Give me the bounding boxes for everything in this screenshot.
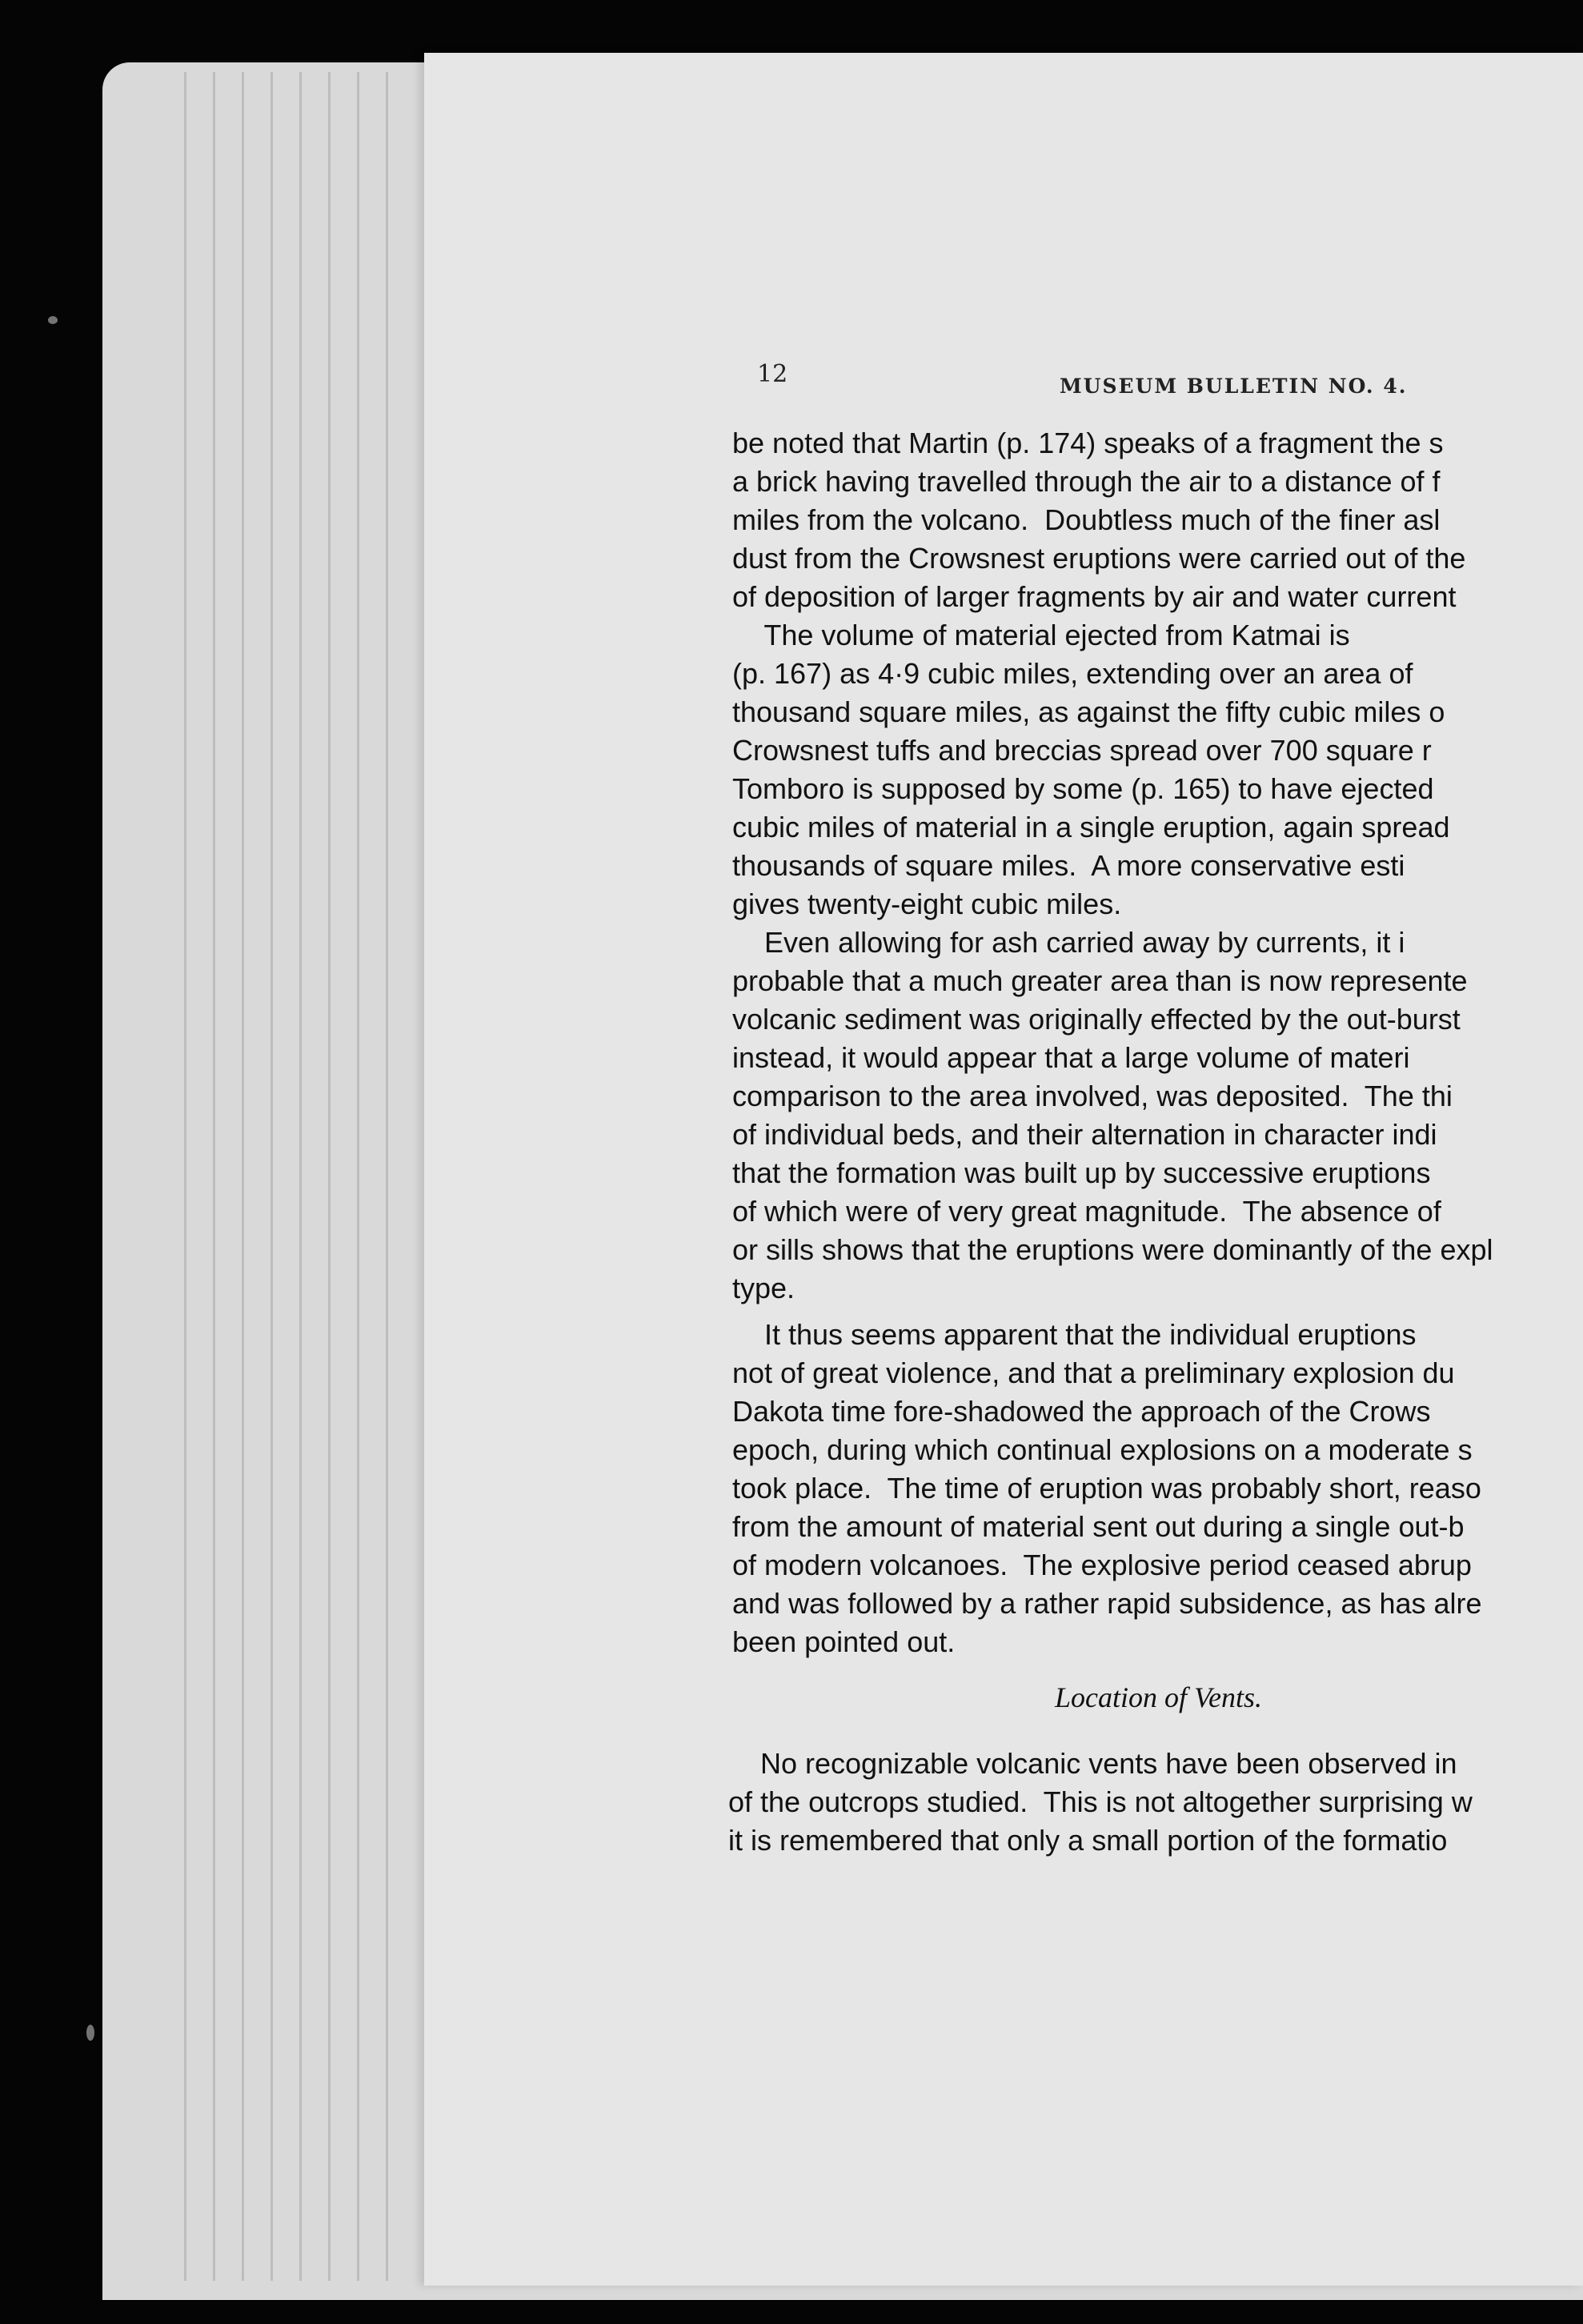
page-edge-line [328,72,331,2281]
continuing-text [728,1745,1583,1860]
paragraph-1: be noted that Martin (p. 174) speaks of a fragment the s a brick having travelled through the air to a distance of f miles from the volcano. Doubtless much of the finer asl dust from the Crowsnest eruptions were carried out of the of deposition of larger fragments by air and water current [732,427,1466,613]
page-edge-line [271,72,273,2281]
scan-speck [48,316,58,324]
page-edge-line [386,72,388,2281]
section-title: Location of Vents. [1055,1681,1262,1713]
page-edge-line [357,72,359,2281]
paragraph-2: The volume of material ejected from Katmai is (p. 167) as 4·9 cubic miles, extending over an area of thousand square miles, as against the fifty cubic miles o Crowsnest tuffs and breccias spread over 700 square r Tomboro is supposed by some (p. 165) to have ejected cubic miles of material in a single eruption, again spread thousands of square miles. A more conservative esti gives twenty-eight cubic miles. [732,619,1450,920]
scan-speck [86,2025,94,2041]
page-edge-line [213,72,215,2281]
page-edge-line [242,72,244,2281]
paragraph-4: It thus seems apparent that the individual eruptions not of great violence, and that a preliminary explosion du Dakota time fore-shadowed the approach of the Crows epoch, during which continual explosions on a moderate s took place. The time of eruption was probably short, reaso from the amount of material sent out during a single out-b of modern volcanoes. The explosive period ceased abrup and was followed by a rather rapid subsidence, as has alre been pointed out. [732,1318,1482,1658]
page-edge-line [184,72,186,2281]
body-text [732,424,1583,1661]
running-head: MUSEUM BULLETIN NO. 4. [1060,375,1408,398]
paragraph-3: Even allowing for ash carried away by currents, it i probable that a much greater area than is now represente volcanic sediment was originally effected by the out-burst instead, it would appear that a large volume of materi comparison to the area involved, was deposited. The thi of individual beds, and their alternation in character indi that the formation was built up by successive eruptions of which were of very great magnitude. The absence of or sills shows that the eruptions were dominantly of the expl type. [732,926,1493,1304]
page-number: 12 [757,360,788,388]
paragraph-5: No recognizable volcanic vents have been observed in of the outcrops studied. This is not altogether surprising w it is remembered that only a small portion of the formatio [728,1747,1473,1857]
page-edge-line [299,72,302,2281]
